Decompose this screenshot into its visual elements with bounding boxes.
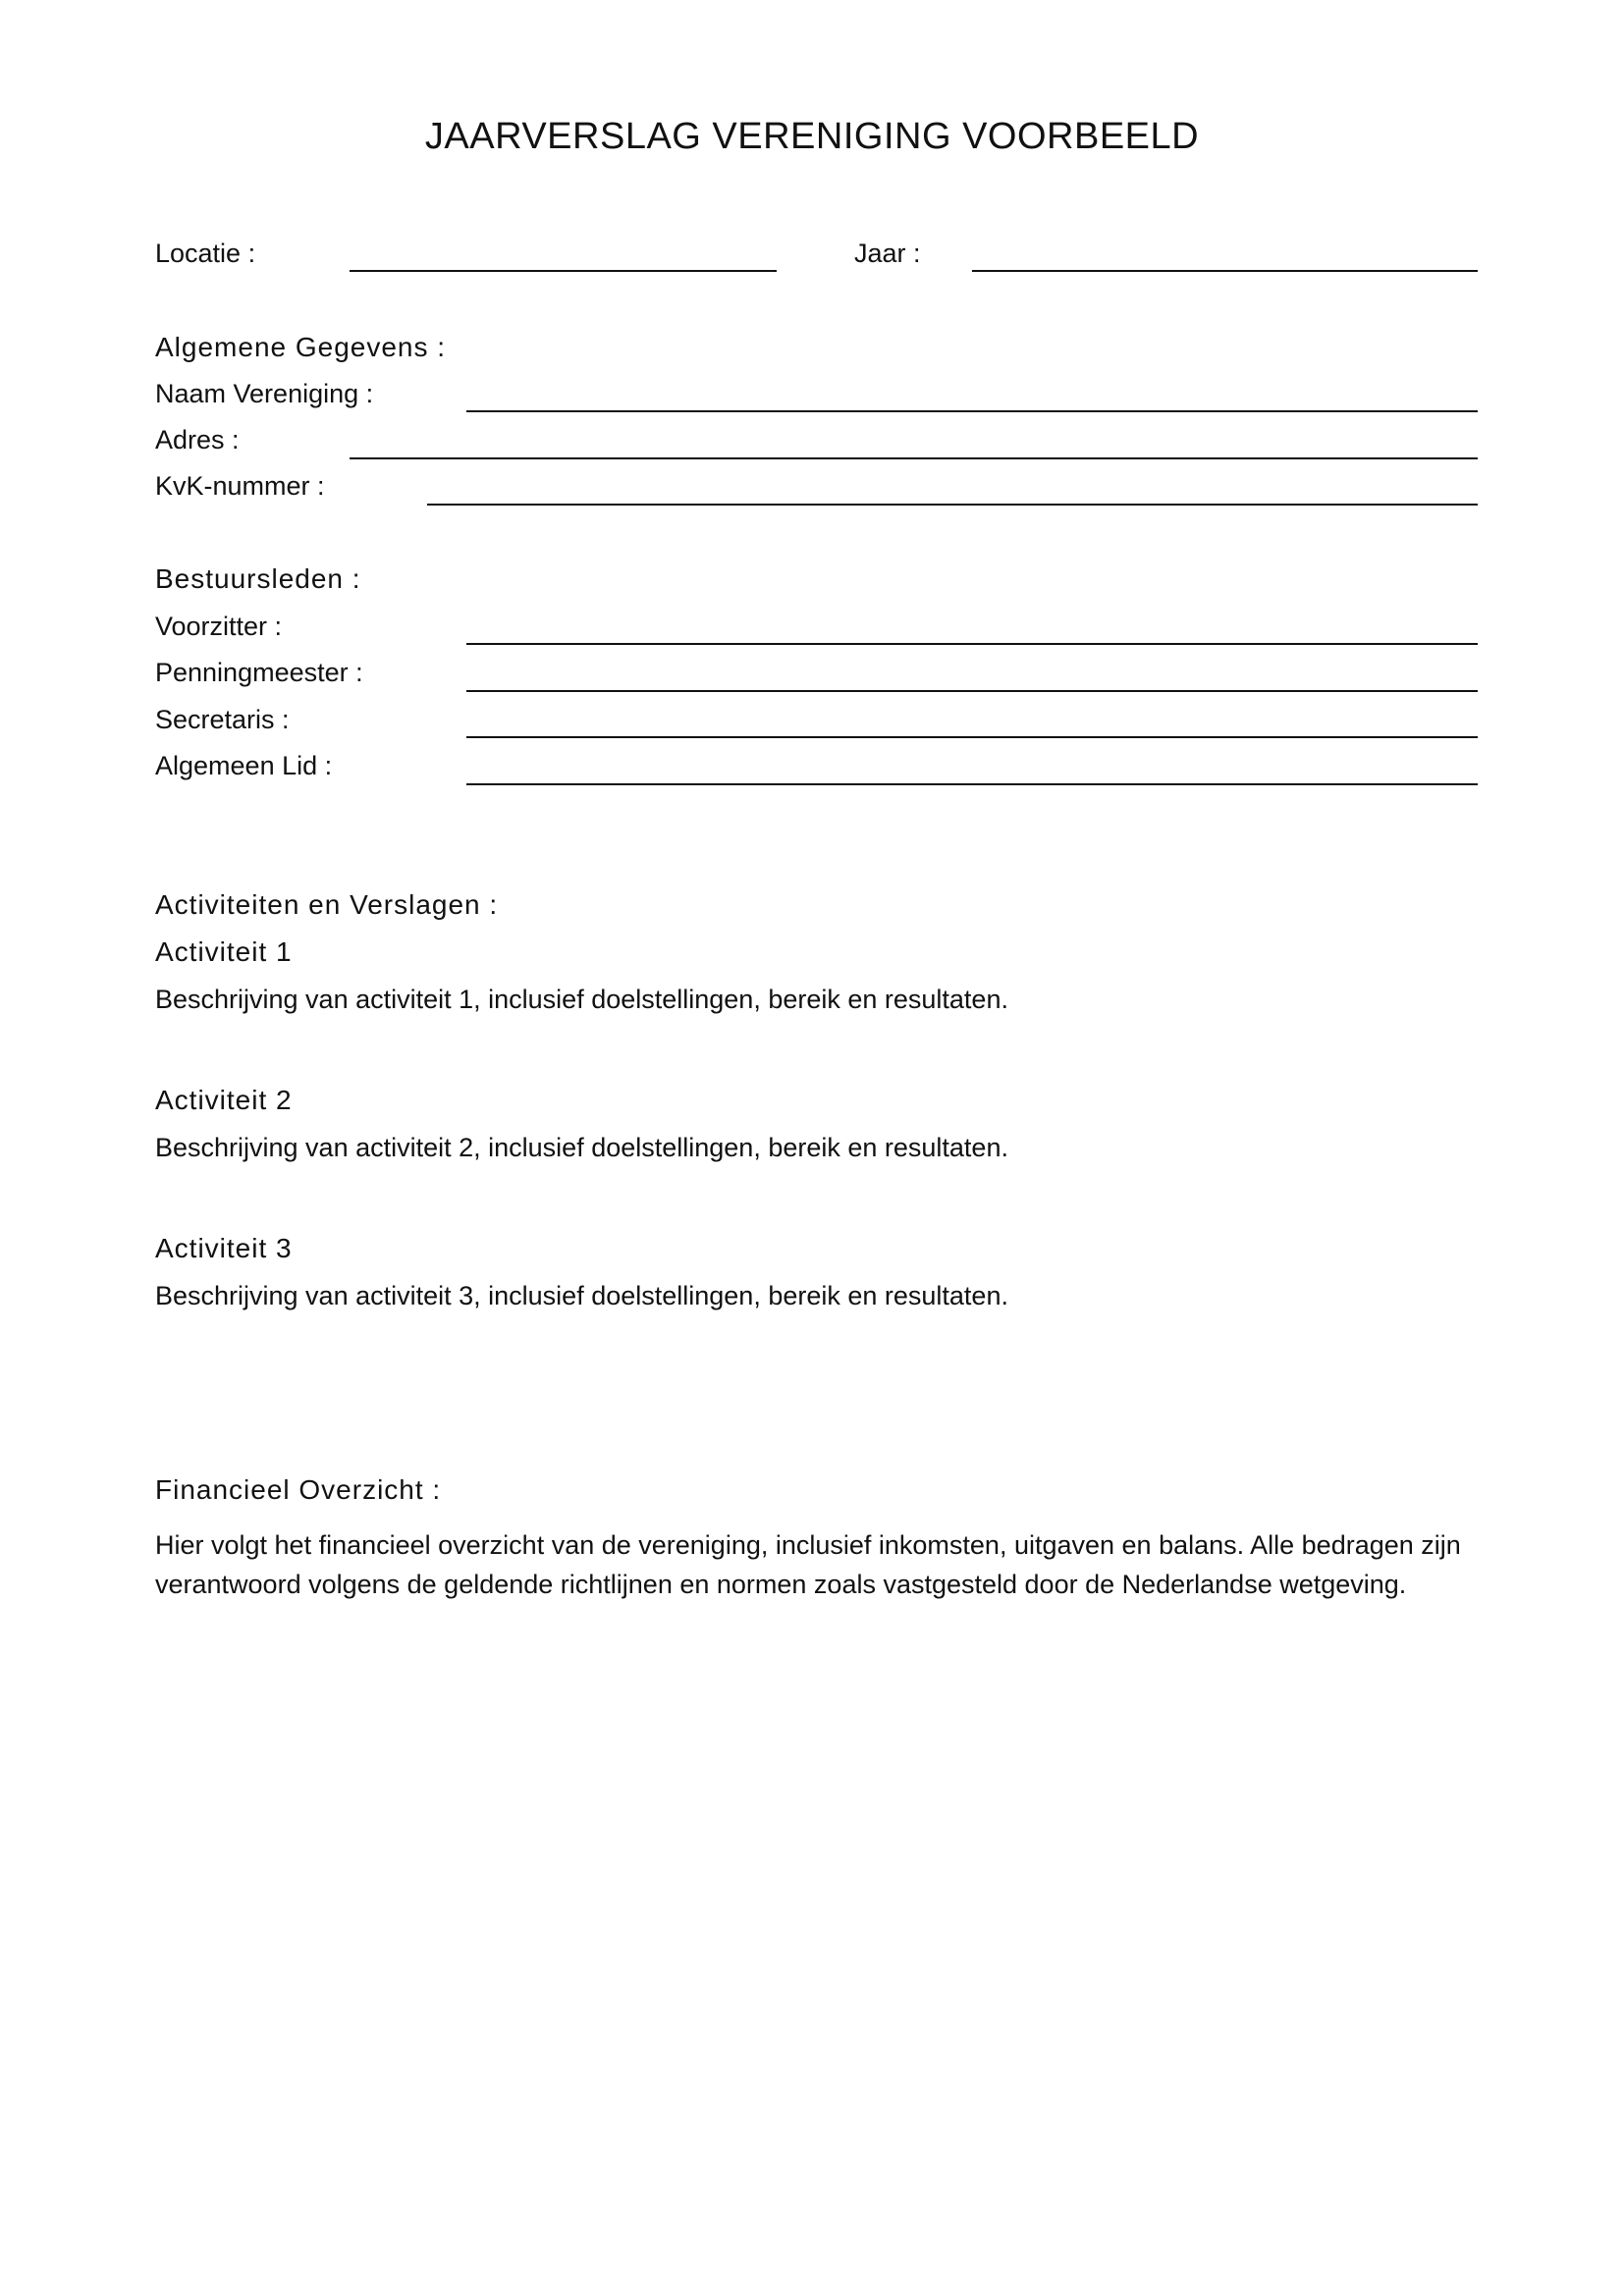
activiteit-description: Beschrijving van activiteit 2, inclusief doelstellingen, bereik en resultaten. xyxy=(155,1133,1008,1162)
algemene-gegevens-heading: Algemene Gegevens : xyxy=(155,332,447,362)
voorzitter-field[interactable] xyxy=(466,643,1478,645)
activiteit-description: Beschrijving van activiteit 1, inclusief doelstellingen, bereik en resultaten. xyxy=(155,985,1008,1014)
bestuursleden-heading: Bestuursleden : xyxy=(155,563,361,594)
naam-vereniging-label: Naam Vereniging : xyxy=(155,379,374,408)
locatie-field[interactable] xyxy=(350,270,777,272)
naam-vereniging-field[interactable] xyxy=(466,410,1478,412)
adres-field[interactable] xyxy=(350,457,1478,459)
algemeen-lid-field[interactable] xyxy=(466,783,1478,785)
algemeen-lid-label: Algemeen Lid : xyxy=(155,751,333,780)
activiteit-title: Activiteit 3 xyxy=(155,1233,293,1263)
secretaris-field[interactable] xyxy=(466,736,1478,738)
document-title: JAARVERSLAG VERENIGING VOORBEELD xyxy=(424,116,1200,157)
locatie-label: Locatie : xyxy=(155,239,256,268)
financieel-text: Hier volgt het financieel overzicht van de vereniging, inclusief inkomsten, uitgaven en balans. Alle bedragen zijn verantwoord volgens de geldende richtlijnen en normen zoals vastgesteld door de Nederlandse wetgeving. xyxy=(155,1530,1461,1599)
activiteit-description: Beschrijving van activiteit 3, inclusief doelstellingen, bereik en resultaten. xyxy=(155,1281,1008,1310)
adres-label: Adres : xyxy=(155,425,240,454)
kvk-nummer-label: KvK-nummer : xyxy=(155,471,325,501)
activiteiten-heading: Activiteiten en Verslagen : xyxy=(155,889,499,920)
penningmeester-label: Penningmeester : xyxy=(155,658,363,687)
penningmeester-field[interactable] xyxy=(466,690,1478,692)
jaar-field[interactable] xyxy=(972,270,1478,272)
activiteit-title: Activiteit 1 xyxy=(155,936,293,967)
activiteit-title: Activiteit 2 xyxy=(155,1085,293,1115)
secretaris-label: Secretaris : xyxy=(155,705,290,734)
jaar-label: Jaar : xyxy=(854,239,921,268)
voorzitter-label: Voorzitter : xyxy=(155,612,283,641)
kvk-nummer-field[interactable] xyxy=(427,504,1478,506)
financieel-heading: Financieel Overzicht : xyxy=(155,1474,442,1505)
